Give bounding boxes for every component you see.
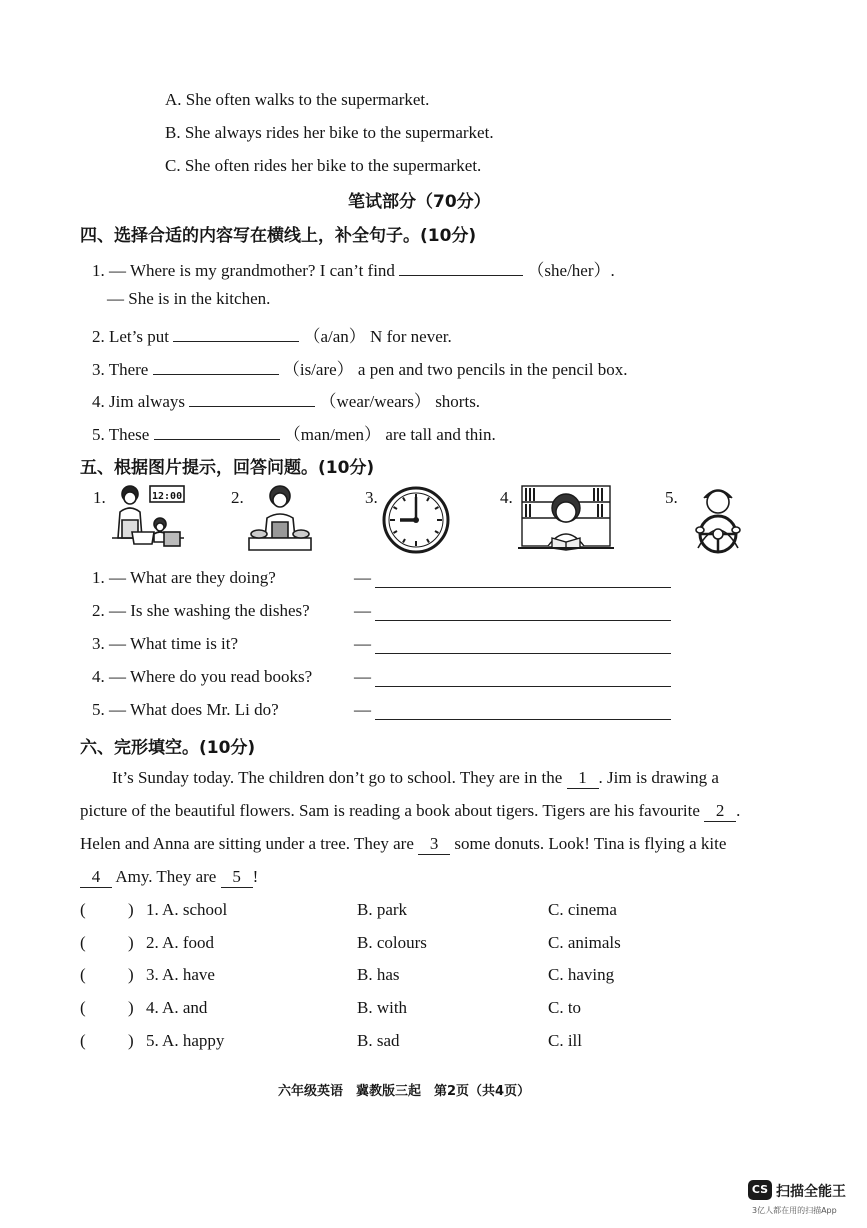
clock-picture	[381, 485, 451, 555]
s4-blank-4[interactable]	[189, 390, 315, 407]
pic-label-3: 3.	[365, 488, 378, 507]
s5-dash-5: —	[354, 700, 371, 719]
s5-answer-line-2[interactable]	[375, 620, 671, 621]
driver-picture	[686, 482, 750, 554]
s5-question-3: 3. — What time is it?	[92, 634, 239, 653]
choice-b: B. colours	[357, 933, 427, 952]
s4-item-3-post: a pen and two pencils in the pencil box.	[357, 360, 628, 379]
listening-option-a: A. She often walks to the supermarket.	[165, 90, 430, 109]
s5-question-4: 4. — Where do you read books?	[92, 667, 313, 686]
choice-b: B. park	[357, 900, 408, 919]
s5-answer-line-4[interactable]	[375, 686, 671, 687]
cloze-blank-5[interactable]: 5	[221, 867, 253, 888]
choice-b: B. has	[357, 965, 400, 984]
s4-item-2-hint: （a/an）	[303, 327, 366, 346]
answer-paren-close: )	[128, 998, 134, 1017]
passage-text: .	[736, 801, 741, 820]
passage-text: !	[252, 867, 259, 886]
passage-text: picture of the beautiful flowers. Sam is reading a book about tigers. Tigers are his favourite	[80, 801, 700, 820]
pic-label-4: 4.	[500, 488, 513, 507]
pic-label-2: 2.	[231, 488, 244, 507]
written-part-title: 笔试部分（70分）	[348, 192, 491, 212]
passage-line-2	[80, 801, 740, 822]
passage-text: . Jim is drawing a	[598, 768, 719, 787]
cloze-blank-2[interactable]: 2	[704, 801, 736, 822]
s4-item-4	[92, 387, 480, 412]
answer-paren-open[interactable]: (	[80, 900, 86, 919]
s4-item-4-post: shorts.	[435, 392, 481, 411]
s4-blank-1[interactable]	[399, 259, 523, 276]
pic-label-5: 5.	[665, 488, 678, 507]
choice-a: 3. A. have	[146, 965, 215, 984]
cooking-picture	[108, 482, 188, 554]
s4-item-5-text: 5. These	[92, 425, 150, 444]
scanner-logo-icon: CS	[748, 1180, 772, 1200]
s4-item-1	[92, 256, 615, 281]
s4-item-5	[92, 420, 496, 445]
section5-title: 五、根据图片提示，回答问题。(10分)	[80, 458, 375, 478]
answer-paren-open[interactable]: (	[80, 933, 86, 952]
listening-option-b: B. She always rides her bike to the supermarket.	[165, 123, 494, 142]
s4-item-1-text: 1. — Where is my grandmother? I can’t find	[92, 261, 395, 280]
cloze-blank-4[interactable]: 4	[80, 867, 112, 888]
answer-paren-open[interactable]: (	[80, 1031, 86, 1050]
answer-paren-close: )	[128, 1031, 134, 1050]
passage-text: some donuts. Look! Tina is flying a kite	[454, 834, 727, 853]
passage-text: Helen and Anna are sitting under a tree. They are	[80, 834, 414, 853]
answer-paren-close: )	[128, 900, 134, 919]
choice-a: 2. A. food	[146, 933, 214, 952]
answer-paren-close: )	[128, 933, 134, 952]
washing-dishes-picture	[245, 482, 315, 554]
s4-item-1-response: — She is in the kitchen.	[107, 289, 271, 308]
s4-item-3-hint: （is/are）	[282, 360, 354, 379]
s4-item-1-hint: （she/her）.	[527, 261, 615, 280]
answer-paren-open[interactable]: (	[80, 965, 86, 984]
s5-answer-line-3[interactable]	[375, 653, 671, 654]
s5-question-2: 2. — Is she washing the dishes?	[92, 601, 310, 620]
s4-item-4-text: 4. Jim always	[92, 392, 186, 411]
s5-question-5: 5. — What does Mr. Li do?	[92, 700, 279, 719]
choice-c: C. ill	[548, 1031, 583, 1050]
s4-blank-5[interactable]	[154, 423, 280, 440]
s5-answer-line-1[interactable]	[375, 587, 671, 588]
s4-item-2	[92, 322, 452, 347]
passage-line-3	[80, 834, 726, 855]
scanner-tagline: 3亿人都在用的扫描App	[752, 1206, 837, 1215]
choice-c: C. cinema	[548, 900, 617, 919]
cloze-blank-1[interactable]: 1	[567, 768, 599, 789]
s4-item-2-text: 2. Let’s put	[92, 327, 169, 346]
passage-text: Amy. They are	[115, 867, 217, 886]
answer-paren-open[interactable]: (	[80, 998, 86, 1017]
s4-item-3-text: 3. There	[92, 360, 149, 379]
s5-dash-3: —	[354, 634, 371, 653]
passage-text: It’s Sunday today. The children don’t go to school. They are in the	[112, 768, 563, 787]
choice-a: 5. A. happy	[146, 1031, 225, 1050]
passage-line-1	[112, 768, 719, 789]
choice-a: 4. A. and	[146, 998, 208, 1017]
s4-blank-2[interactable]	[173, 325, 299, 342]
s5-question-1: 1. — What are they doing?	[92, 568, 276, 587]
choice-b: B. with	[357, 998, 408, 1017]
choice-c: C. animals	[548, 933, 621, 952]
page-footer: 六年级英语 冀教版三起 第2页（共4页）	[278, 1084, 531, 1099]
choice-c: C. to	[548, 998, 582, 1017]
library-reading-picture	[518, 482, 614, 554]
s4-item-4-hint: （wear/wears）	[319, 392, 431, 411]
digital-clock-text: 12:00	[152, 491, 183, 502]
scanner-brand: 扫描全能王	[776, 1184, 846, 1200]
s4-item-5-post: are tall and thin.	[385, 425, 496, 444]
section4-title: 四、选择合适的内容写在横线上，补全句子。(10分)	[80, 226, 477, 246]
choice-c: C. having	[548, 965, 615, 984]
pic-label-1: 1.	[93, 488, 106, 507]
section6-title: 六、完形填空。(10分)	[80, 738, 256, 758]
s4-item-2-post: N for never.	[370, 327, 452, 346]
answer-paren-close: )	[128, 965, 134, 984]
choice-b: B. sad	[357, 1031, 400, 1050]
s4-blank-3[interactable]	[153, 358, 279, 375]
s5-dash-1: —	[354, 568, 371, 587]
s5-answer-line-5[interactable]	[375, 719, 671, 720]
cloze-blank-3[interactable]: 3	[418, 834, 450, 855]
passage-line-4	[80, 867, 258, 888]
s4-item-5-hint: （man/men）	[283, 425, 382, 444]
s4-item-3	[92, 355, 628, 380]
choice-a: 1. A. school	[146, 900, 228, 919]
s5-dash-4: —	[354, 667, 371, 686]
listening-option-c: C. She often rides her bike to the supermarket.	[165, 156, 482, 175]
s5-dash-2: —	[354, 601, 371, 620]
